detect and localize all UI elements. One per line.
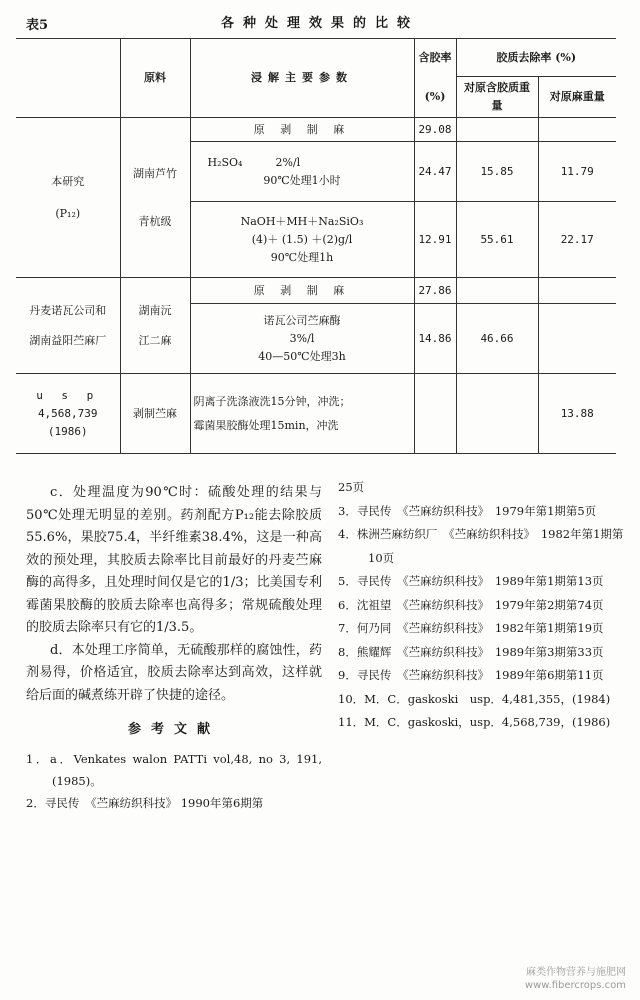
reference-item: 6．沈祖望 《苎麻纺织科技》 1979年第2期第74页 [338, 597, 604, 612]
reference-item: 8．熊耀辉 《苎麻纺织科技》 1989年第3期第33页 [338, 644, 604, 659]
g2-row2-params [190, 304, 414, 374]
header-gum-rate: 含胶率 [414, 39, 456, 77]
g1-row3-params [190, 202, 414, 278]
header-removal: 胶质去除率 (%) [456, 39, 616, 77]
reference-item: 5．寻民传 《苎麻纺织科技》 1989年第1期第13页 [338, 574, 604, 588]
group1-formula: (P₁₂) [55, 206, 81, 220]
header-removal-vs-ramie: 对原麻重量 [538, 77, 616, 118]
g1-row1-r1 [456, 118, 538, 142]
g2-row1-r2 [538, 278, 616, 304]
g1-row3-r1: 55.61 [456, 202, 538, 278]
group2-name [16, 278, 120, 374]
g2-row2-params-l2: 3%/l [289, 331, 315, 345]
g2-row2-r1: 46.66 [456, 304, 538, 374]
group3-name-l1: u s p [36, 388, 100, 402]
reference-item: 10．M．C．gaskoski usp．4,481,355，(1984) [338, 691, 611, 706]
g3-params-l2: 霉菌果胶酶处理15min，冲洗 [193, 418, 339, 432]
paragraph-d: d．本处理工序简单，无硫酸那样的腐蚀性，药剂易得，价格适宜，胶质去除率达到高效，这样就给后面的碱煮练开辟了快捷的途径。 [26, 642, 322, 703]
table-label: 表5 [26, 18, 49, 33]
g1-row1-gum: 29.08 [414, 118, 456, 142]
group2-material-l1: 湖南沅 [138, 303, 172, 317]
group3-name-l2: 4,568,739 [37, 406, 98, 420]
references-title: 参考文献 [127, 722, 220, 737]
paragraph-c: c．处理温度为90℃时：硫酸处理的结果与50℃处理无明显的差别。药剂配方P₁₂能去除胶质55.6%，果胶75.4，半纤维素38.4%，这是一种高效的预处理，其胶质去除率比目前最好的丹麦苎麻酶的高得多，且处理时间仅是它的1/3；比美国专利霉菌果胶酶的胶质去除率也高得多；常规硫酸处理的胶质去除率只有它的1/3.5。 [26, 485, 322, 635]
reference-item: 2．寻民传 《苎麻纺织科技》 1990年第6期第 [26, 795, 264, 810]
group2-material-l2: 江二麻 [138, 333, 172, 347]
g3-r1 [456, 374, 538, 454]
g2-row2-r2 [538, 304, 616, 374]
g1-row2-params [190, 142, 414, 202]
g2-row1-r1 [456, 278, 538, 304]
reference-item: 9．寻民传 《苎麻纺织科技》 1989年第6期第11页 [338, 668, 604, 682]
watermark-line-2: www.fibercrops.com [524, 980, 626, 991]
g3-params [190, 374, 414, 454]
g1-row3-gum: 12.91 [414, 202, 456, 278]
header-raw-material: 原料 [120, 39, 190, 118]
reference-item: 4．株洲苎麻纺织厂 《苎麻纺织科技》 1982年第1期第10页 [338, 527, 624, 565]
group2-material [120, 278, 190, 374]
g1-row3-params-l3: 90℃处理1h [270, 250, 334, 264]
header-params: 浸解主要参数 [190, 39, 414, 118]
group1-material-a: 湖南芦竹 [133, 166, 177, 180]
comparison-table [16, 38, 616, 454]
g3-gum [414, 374, 456, 454]
g1-row1-r2 [538, 118, 616, 142]
reference-item: 11．M．C．gaskoski，usp．4,568,739，(1986) [338, 715, 611, 729]
header-removal-vs-gum: 对原含胶质重量 [456, 77, 538, 118]
group1-name-line: 本研究 [51, 174, 85, 188]
g1-row2-params-l2: 90℃处理1小时 [263, 173, 341, 187]
reference-item: 25页 [338, 480, 365, 494]
group3-name-l3: (1986) [47, 424, 88, 438]
group1-material-b: 青杭级 [138, 214, 172, 228]
table-title: 各种处理效果的比较 [220, 16, 419, 31]
g2-row2-gum: 14.86 [414, 304, 456, 374]
watermark-line-1: 麻类作物营养与施肥网 [526, 967, 626, 978]
g1-row1-params: 原 剥 制 麻 [190, 118, 414, 142]
group2-name-l2: 湖南益阳苎麻厂 [29, 333, 107, 347]
g1-row3-params-l2: (4)＋ (1.5) ＋(2)g/l [251, 232, 353, 246]
left-column [26, 482, 322, 814]
right-column [338, 476, 630, 735]
g2-row2-params-l3: 40—50℃处理3h [258, 349, 346, 363]
g2-row1-gum: 27.86 [414, 278, 456, 304]
header-blank [16, 39, 120, 118]
reference-item: 7．何乃同 《苎麻纺织科技》 1982年第1期第19页 [338, 621, 604, 635]
header-gum-unit: (%) [414, 77, 456, 118]
group3-name [16, 374, 120, 454]
reference-item: 3．寻民传 《苎麻纺织科技》 1979年第1期第5页 [338, 503, 597, 518]
g2-row1-params: 原 剥 制 麻 [190, 278, 414, 304]
g1-row3-r2: 22.17 [538, 202, 616, 278]
g3-r2: 13.88 [538, 374, 616, 454]
g3-params-l1: 阴离子洗涤液洗15分钟，冲洗； [193, 394, 351, 408]
g1-row2-gum: 24.47 [414, 142, 456, 202]
group1-name [16, 118, 120, 278]
g1-row2-r1: 15.85 [456, 142, 538, 202]
reference-item: 1．a．Venkates walon PATTi vol,48, no 3, 191, (1985)。 [26, 751, 322, 788]
group1-material [120, 118, 190, 278]
g1-row3-params-l1: NaOH＋MH＋Na₂SiO₃ [240, 214, 364, 228]
g2-row2-params-l1: 诺瓦公司苎麻酶 [263, 313, 341, 327]
watermark [525, 966, 626, 992]
group2-name-l1: 丹麦诺瓦公司和 [29, 303, 107, 317]
g1-row2-params-l1: H₂SO₄ 2%/l [207, 155, 301, 169]
g1-row2-r2: 11.79 [538, 142, 616, 202]
group3-material: 剥制苎麻 [120, 374, 190, 454]
